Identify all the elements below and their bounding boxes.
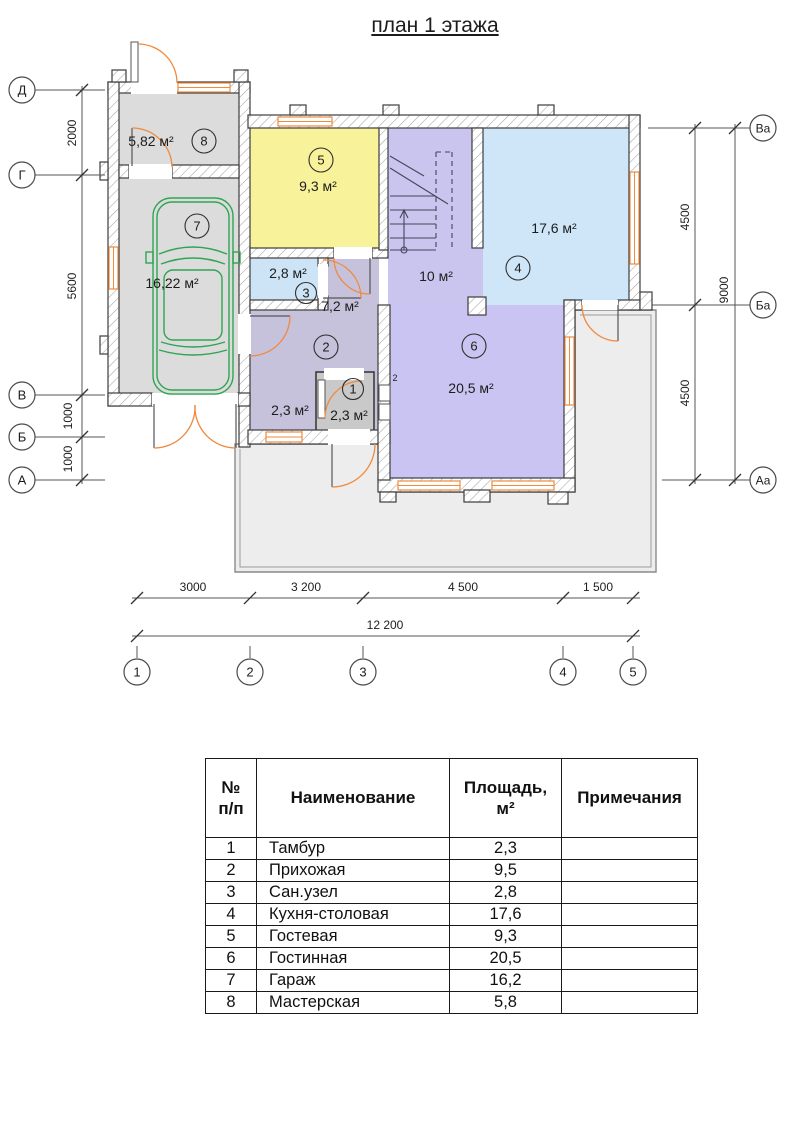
axis-label: 1 [133,664,141,680]
cell-name: Гостинная [257,948,450,970]
cell-note [562,838,698,860]
cell-area: 5,8 [450,992,562,1014]
axis-label: Ва [755,121,771,136]
cell-name: Гараж [257,970,450,992]
cell-note [562,926,698,948]
cell-num: 6 [206,948,257,970]
cell-name: Сан.узел [257,882,450,904]
bathroom-area-label: 2,8 м² [269,265,307,281]
cell-area: 20,5 [450,948,562,970]
window [278,117,332,126]
dim-label: 5600 [65,272,79,300]
elec-count-label: 2 [392,373,398,383]
cell-area: 9,3 [450,926,562,948]
window [178,83,230,92]
header-num-line2: п/п [218,799,244,818]
cell-area: 17,6 [450,904,562,926]
table-row [206,926,698,948]
dim-label: 4 500 [447,580,479,594]
axis-bottom [124,580,646,685]
cell-name: Прихожая [257,860,450,882]
axis-label: Аа [755,473,771,488]
table-row [206,904,698,926]
cell-area: 9,5 [450,860,562,882]
tambour-area-label: 2,3 м² [330,407,368,423]
cell-num: 2 [206,860,257,882]
axis-label: 3 [359,664,367,680]
cell-name: Мастерская [257,992,450,1014]
cell-note [562,992,698,1014]
workshop-area-label: 5,82 м² [128,133,174,149]
window [492,481,554,490]
garage-door [152,393,238,448]
rooms-table [205,758,698,1014]
dim-label: 1000 [61,402,75,430]
room4-number: 4 [514,260,522,276]
room2-number: 2 [322,339,330,355]
header-area-line2: м² [496,799,515,818]
axis-label: Д [17,82,27,98]
garage-area-label: 16,22 м² [145,275,199,291]
axis-left [9,77,105,493]
header-note: Примечания [562,759,698,838]
room1-number: 1 [349,381,357,397]
cell-note [562,882,698,904]
guest-area-label: 9,3 м² [299,178,337,194]
cell-name: Кухня-столовая [257,904,450,926]
dim-total-label: 12 200 [366,618,404,632]
door [131,42,177,94]
dim-label: 1000 [61,445,75,473]
header-num [206,759,257,838]
cell-num: 8 [206,992,257,1014]
axis-label: 2 [246,664,254,680]
table-row [206,948,698,970]
cell-note [562,948,698,970]
axis-label: 4 [559,664,567,680]
room8-number: 8 [200,133,208,149]
dim-label: 4500 [678,203,692,231]
window [565,337,574,405]
room6-number: 6 [470,338,478,354]
cell-note [562,904,698,926]
hallway-area2-label: 2,3 м² [271,402,309,418]
cell-num: 3 [206,882,257,904]
room5-number: 5 [317,152,325,168]
living-area-label: 20,5 м² [448,380,494,396]
axis-label: Ба [755,298,771,313]
room-kitchen-dining [483,128,629,305]
room7-number: 7 [193,218,201,234]
kitchen-area-label: 17,6 м² [531,220,577,236]
axis-label: В [17,387,27,403]
axis-right [648,115,776,493]
header-num-line1: № [221,777,241,797]
dim-label: 1 500 [582,580,614,594]
dim-label: 3000 [179,580,207,594]
page-title-text: план 1 этажа [371,14,499,37]
window [266,432,302,442]
hallway-area-label: 7,2 м² [321,298,359,314]
header-area-line1: Площадь, [463,777,548,797]
dim-total-label: 9000 [717,276,731,304]
cell-num: 4 [206,904,257,926]
table-row [206,992,698,1014]
window [630,172,639,264]
cell-area: 2,3 [450,838,562,860]
axis-label: А [17,472,27,488]
cell-num: 5 [206,926,257,948]
cell-num: 7 [206,970,257,992]
window [398,481,460,490]
axis-label: 5 [629,664,637,680]
table-row [206,838,698,860]
table-row [206,970,698,992]
window [109,247,118,289]
dim-label: 4500 [678,379,692,407]
room-workshop [119,93,239,166]
cell-area: 16,2 [450,970,562,992]
cell-note [562,970,698,992]
header-name: Наименование [257,759,450,838]
room3-number: 3 [302,285,310,301]
axis-label: Г [18,167,26,183]
cell-name: Тамбур [257,838,450,860]
header-area [450,759,562,838]
table-header-row [206,759,698,838]
cell-num: 1 [206,838,257,860]
cell-area: 2,8 [450,882,562,904]
cell-name: Гостевая [257,926,450,948]
axis-label: Б [17,429,27,445]
stair-hall-area-label: 10 м² [419,268,453,284]
dim-label: 2000 [65,119,79,147]
table-row [206,882,698,904]
table-row [206,860,698,882]
cell-note [562,860,698,882]
dim-label: 3 200 [290,580,322,594]
